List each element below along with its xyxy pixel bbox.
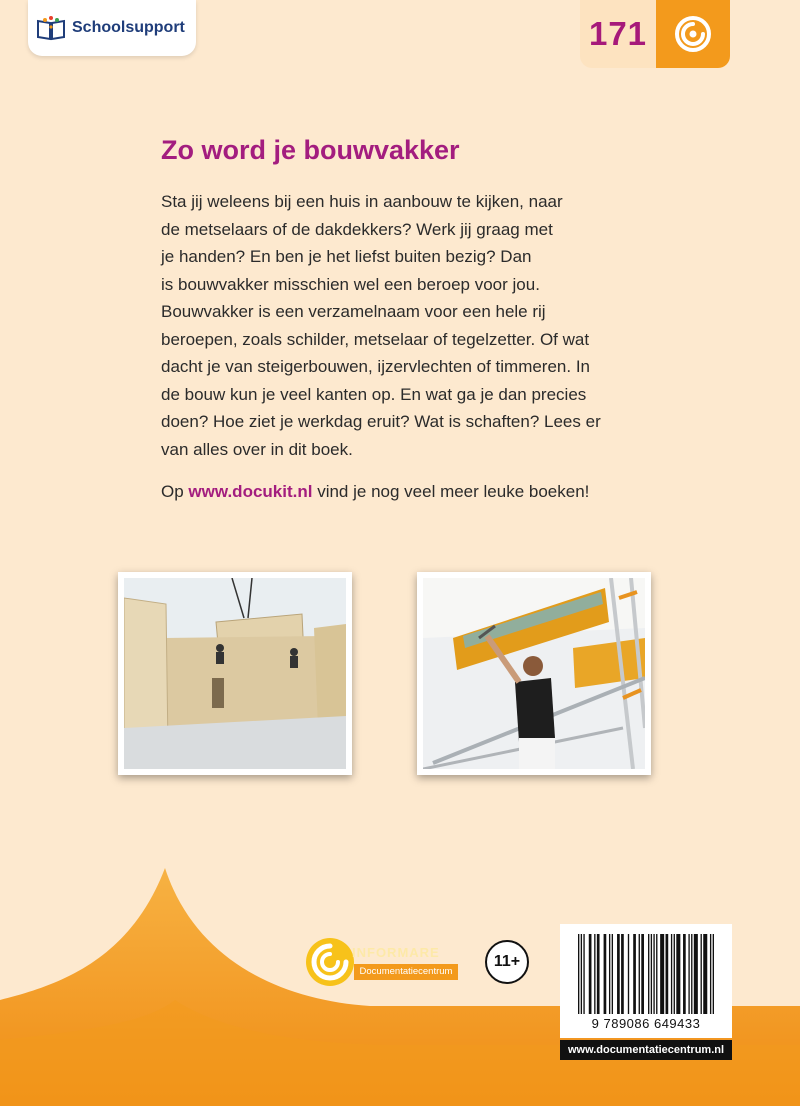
barcode-bar bbox=[594, 934, 595, 1014]
barcode-bar bbox=[589, 934, 592, 1014]
age-badge: 11+ bbox=[485, 940, 529, 984]
barcode-bar bbox=[671, 934, 672, 1014]
barcode-bar bbox=[583, 934, 584, 1014]
barcode-bar bbox=[609, 934, 610, 1014]
barcode-bar bbox=[703, 934, 707, 1014]
description-line: van alles over in dit boek. bbox=[161, 439, 353, 459]
barcode-bar bbox=[656, 934, 657, 1014]
barcode-bar bbox=[710, 934, 711, 1014]
schoolsupport-logo[interactable] bbox=[28, 0, 196, 56]
book-icon bbox=[36, 15, 66, 41]
description-line: doen? Hoe ziet je werkdag eruit? Wat is schaften? Lees er bbox=[161, 412, 601, 431]
description-line: Bouwvakker is een verzamelnaam voor een hele rij bbox=[161, 302, 546, 321]
isbn-barcode bbox=[560, 924, 732, 1038]
barcode-bar bbox=[676, 934, 680, 1014]
barcode-bar bbox=[628, 934, 629, 1014]
publisher-subtitle: Documentatiecentrum bbox=[354, 964, 458, 980]
barcode-bar bbox=[612, 934, 613, 1014]
construction-walls-image bbox=[124, 578, 346, 769]
docukit-link[interactable]: www.docukit.nl bbox=[188, 482, 313, 501]
barcode-bar bbox=[621, 934, 624, 1014]
barcode-bar bbox=[683, 934, 686, 1014]
photo-painter-scaffold bbox=[417, 572, 651, 775]
barcode-bar bbox=[633, 934, 636, 1014]
description-line: de metselaars of de dakdekkers? Werk jij graag met bbox=[161, 219, 553, 239]
photo-construction-walls bbox=[118, 572, 352, 775]
barcode-bar bbox=[639, 934, 640, 1014]
website-prefix: Op bbox=[161, 482, 184, 501]
barcode-bar bbox=[597, 934, 600, 1014]
barcode-bar bbox=[653, 934, 654, 1014]
book-title: Zo word je bouwvakker bbox=[161, 135, 460, 165]
barcode-bar bbox=[713, 934, 714, 1014]
informare-spiral-icon bbox=[304, 936, 356, 988]
barcode-bar bbox=[578, 934, 579, 1014]
barcode-bars bbox=[578, 934, 714, 1014]
book-description bbox=[161, 188, 631, 463]
barcode-bar bbox=[641, 934, 644, 1014]
barcode-bar bbox=[688, 934, 689, 1014]
description-line: is bouwvakker misschien wel een beroep voor jou. bbox=[161, 274, 540, 294]
barcode-bar bbox=[581, 934, 582, 1014]
barcode-bar bbox=[701, 934, 702, 1014]
barcode-bar bbox=[666, 934, 669, 1014]
series-icon-wrap bbox=[656, 0, 730, 68]
description-line: dacht je van steigerbouwen, ijzervlechten of timmeren. In bbox=[161, 357, 591, 376]
isbn-number: 9 789086 649433 bbox=[591, 1016, 701, 1031]
description-line: je handen? En ben je het liefst buiten bezig? Dan bbox=[161, 247, 532, 266]
painter-scaffold-image bbox=[423, 578, 645, 769]
barcode-bar bbox=[694, 934, 698, 1014]
barcode-bar bbox=[648, 934, 649, 1014]
series-number: 171 bbox=[580, 0, 656, 68]
description-line: beroepen, zoals schilder, metselaar of tegelzetter. Of wat bbox=[161, 329, 590, 349]
barcode-bar bbox=[691, 934, 692, 1014]
barcode-bar bbox=[617, 934, 620, 1014]
barcode-bar bbox=[660, 934, 664, 1014]
description-line: de bouw kun je veel kanten op. En wat ga je dan precies bbox=[161, 384, 587, 404]
brand-name: Schoolsupport bbox=[72, 19, 185, 36]
series-badge bbox=[580, 0, 730, 68]
web-url[interactable]: www.documentatiecentrum.nl bbox=[560, 1040, 732, 1060]
barcode-bar bbox=[674, 934, 675, 1014]
publisher-name: INFORMARE bbox=[352, 945, 440, 960]
description-line: Sta jij weleens bij een huis in aanbouw te kijken, naar bbox=[161, 192, 563, 211]
informare-logo[interactable] bbox=[304, 936, 464, 988]
website-line bbox=[161, 482, 589, 502]
barcode-bar bbox=[604, 934, 607, 1014]
website-suffix: vind je nog veel meer leuke boeken! bbox=[317, 482, 590, 501]
spiral-icon bbox=[673, 14, 713, 54]
barcode-bar bbox=[651, 934, 652, 1014]
